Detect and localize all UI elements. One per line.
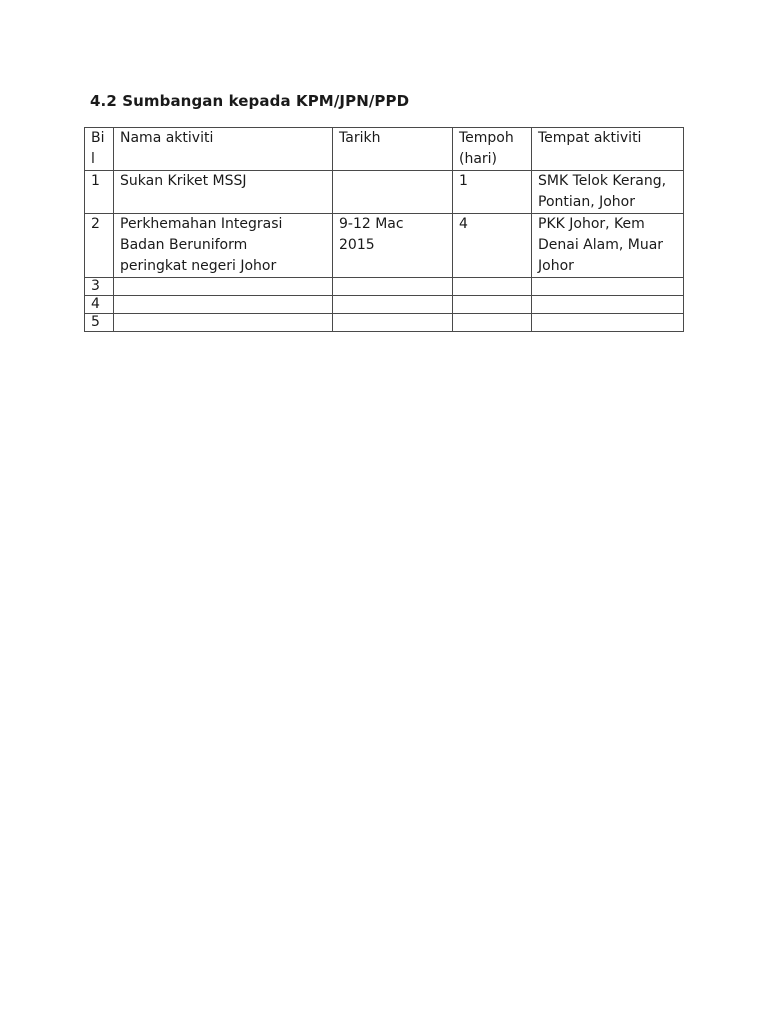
cell-bil: 1 — [85, 171, 114, 214]
cell-tempoh — [453, 314, 532, 332]
cell-tarikh — [333, 296, 453, 314]
cell-tarikh — [333, 278, 453, 296]
table-row — [85, 314, 684, 332]
header-tempoh-line2: (hari) — [459, 151, 498, 167]
table-row — [85, 171, 684, 214]
section-heading: 4.2 Sumbangan kepada KPM/JPN/PPD — [90, 92, 410, 110]
cell-tempat-aktiviti — [532, 296, 684, 314]
header-bil-line2: l — [91, 151, 95, 167]
header-tempoh-line1: Tempoh — [459, 130, 514, 146]
cell-line: Sukan Kriket MSSJ — [120, 173, 247, 189]
cell-line: Johor — [538, 258, 574, 274]
cell-tarikh — [333, 171, 453, 214]
cell-line: Denai Alam, Muar — [538, 237, 664, 253]
cell-tempat-aktiviti — [532, 214, 684, 278]
cell-nama-aktiviti — [114, 214, 333, 278]
cell-nama-aktiviti — [114, 314, 333, 332]
header-tarikh: Tarikh — [333, 128, 453, 171]
header-tempoh — [453, 128, 532, 171]
cell-tempoh — [453, 296, 532, 314]
cell-tempat-aktiviti — [532, 171, 684, 214]
header-bil-line1: Bi — [91, 130, 105, 146]
cell-line: PKK Johor, Kem — [538, 216, 645, 232]
cell-bil: 4 — [85, 296, 114, 314]
cell-nama-aktiviti — [114, 278, 333, 296]
cell-tempoh: 1 — [453, 171, 532, 214]
cell-line: SMK Telok Kerang, — [538, 173, 667, 189]
cell-tempoh — [453, 278, 532, 296]
cell-tempat-aktiviti — [532, 278, 684, 296]
cell-tarikh — [333, 214, 453, 278]
header-nama-aktiviti: Nama aktiviti — [114, 128, 333, 171]
cell-line: 9-12 Mac — [339, 216, 404, 232]
cell-line: 2015 — [339, 237, 375, 253]
cell-bil: 5 — [85, 314, 114, 332]
cell-bil: 3 — [85, 278, 114, 296]
cell-line: peringkat negeri Johor — [120, 258, 277, 274]
cell-nama-aktiviti — [114, 296, 333, 314]
activities-table — [84, 127, 684, 332]
cell-line: Perkhemahan Integrasi — [120, 216, 283, 232]
cell-bil: 2 — [85, 214, 114, 278]
table-row — [85, 214, 684, 278]
cell-nama-aktiviti — [114, 171, 333, 214]
table-header-row — [85, 128, 684, 171]
header-bil — [85, 128, 114, 171]
table-row — [85, 278, 684, 296]
cell-tempoh: 4 — [453, 214, 532, 278]
header-tempat-aktiviti: Tempat aktiviti — [532, 128, 684, 171]
cell-line: Badan Beruniform — [120, 237, 248, 253]
cell-line: Pontian, Johor — [538, 194, 636, 210]
table-row — [85, 296, 684, 314]
cell-tempat-aktiviti — [532, 314, 684, 332]
cell-tarikh — [333, 314, 453, 332]
